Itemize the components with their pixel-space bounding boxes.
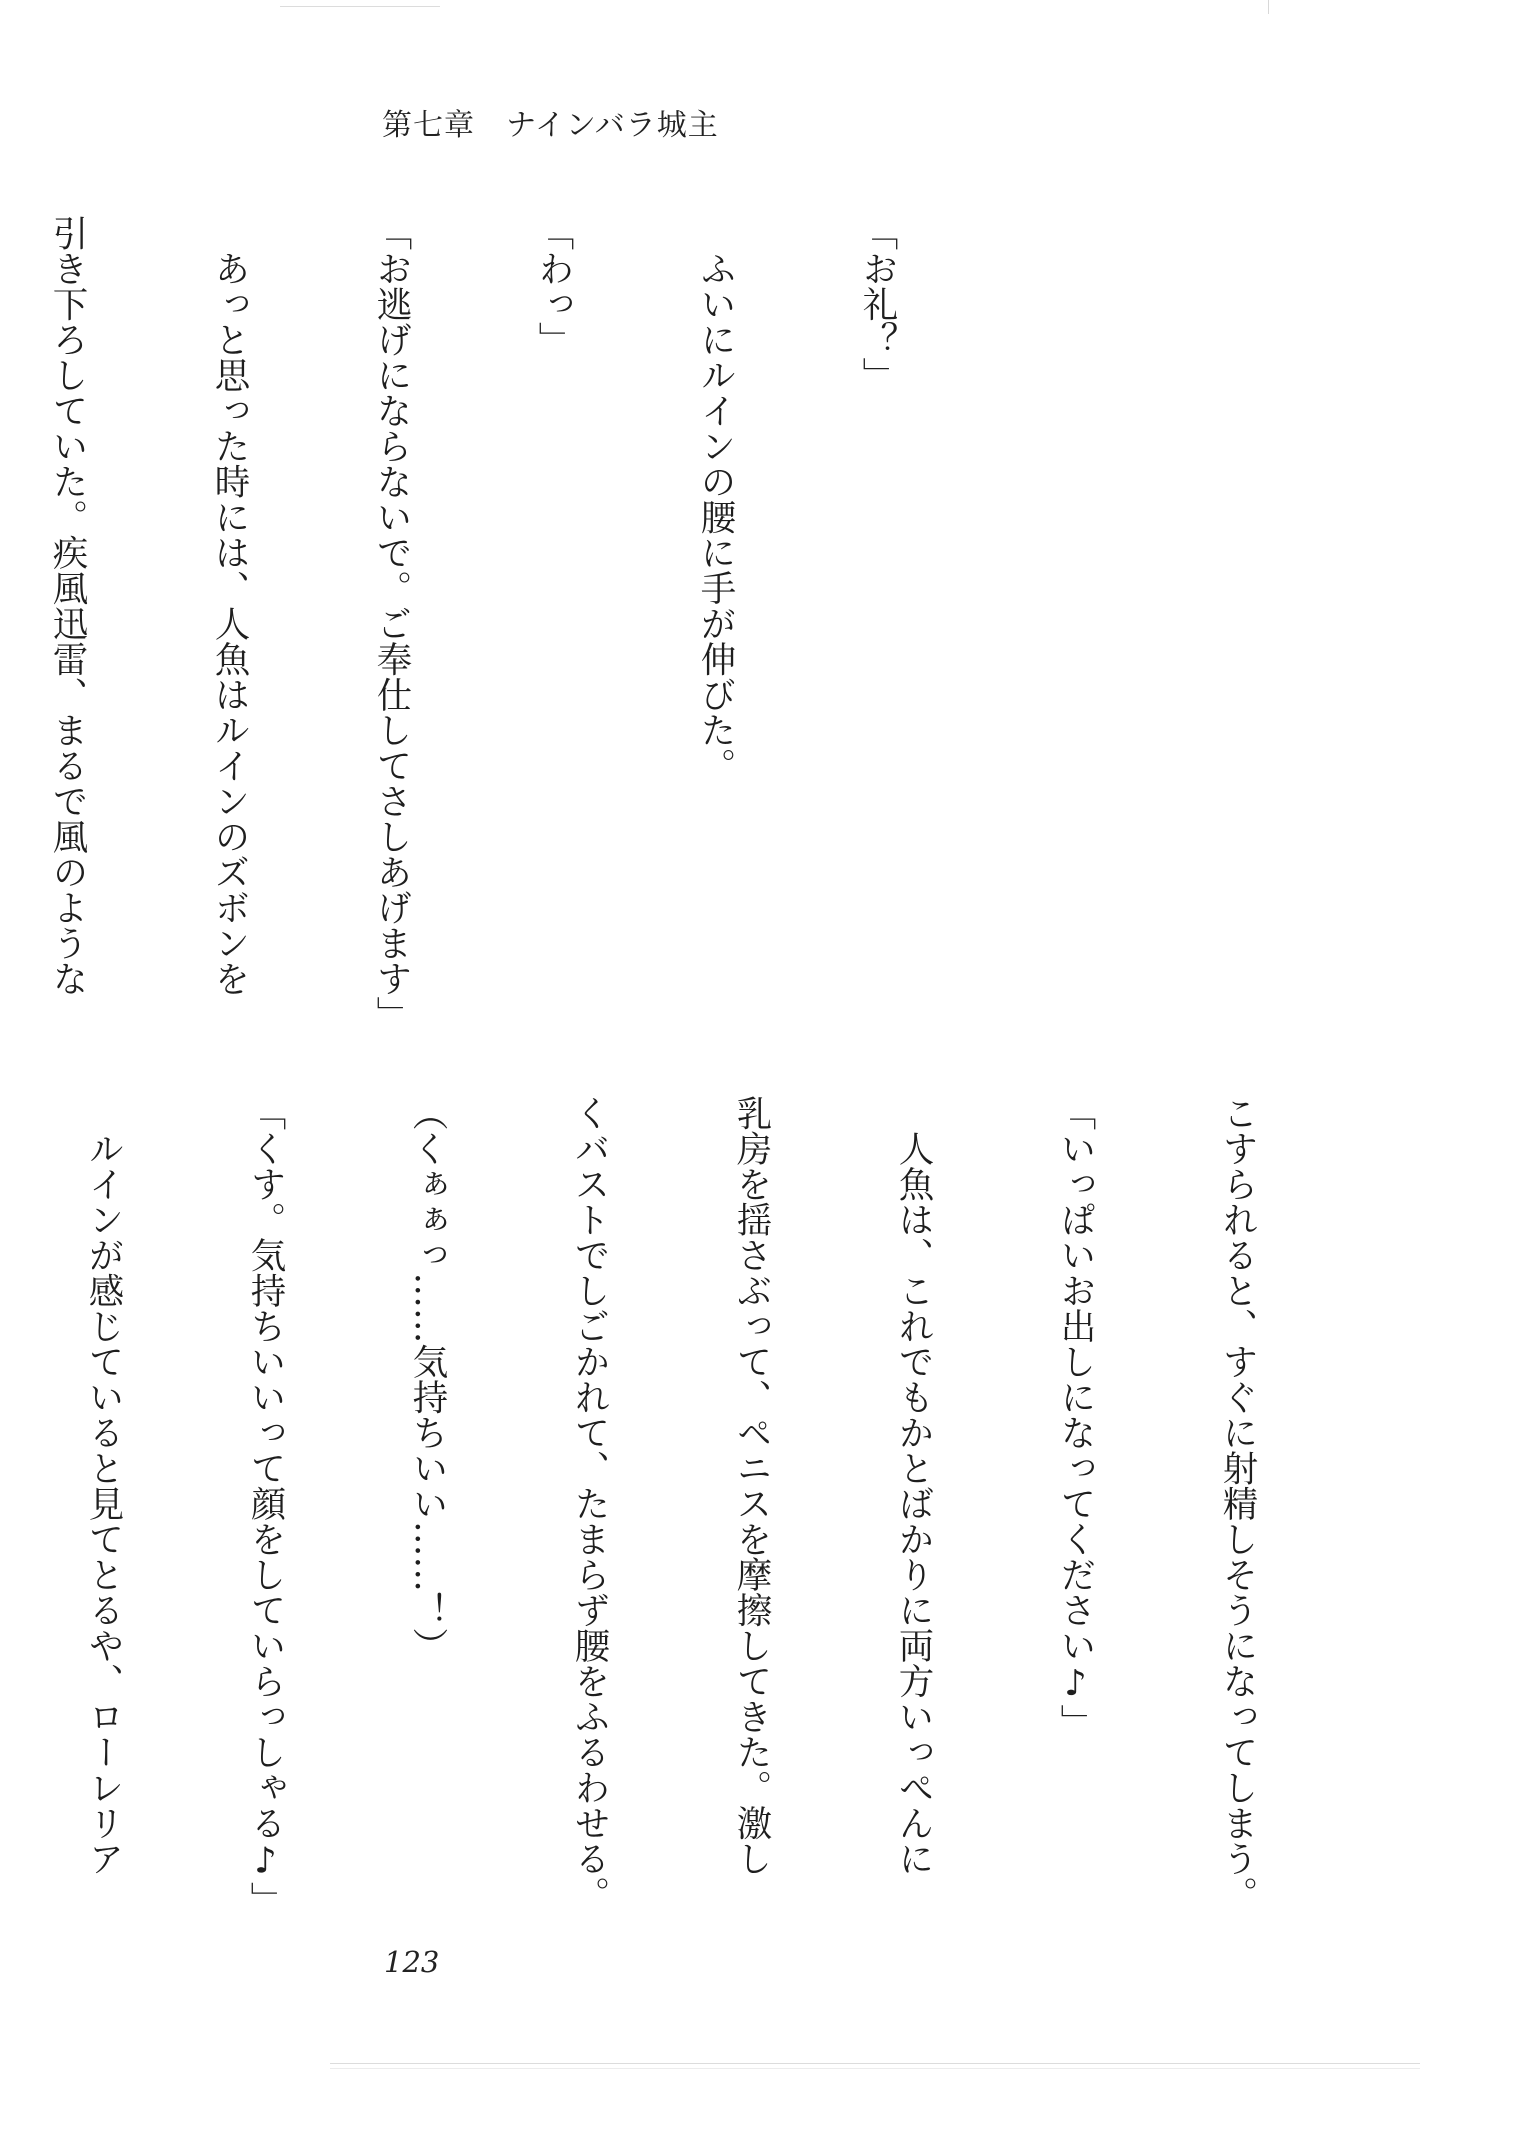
text-line: 「お礼？」	[857, 215, 898, 393]
page-number: 123	[384, 1945, 440, 1979]
scan-edge-tick-top-right	[1268, 0, 1269, 14]
scan-edge-line-bottom	[330, 2063, 1420, 2064]
text-line: ルインが感じていると見てとるや、ローレリア	[83, 1095, 124, 1876]
text-line: 「お逃げにならないで。ご奉仕してさしあげます」	[371, 215, 412, 1032]
text-line: くバストでしごかれて、たまらず腰をふるわせる。	[569, 1095, 610, 1912]
text-line: ふいにルインの腰に手が伸びた。	[695, 215, 736, 783]
scan-edge-line-top	[280, 6, 440, 7]
text-line: 乳房を揺さぶって、ペニスを摩擦してきた。激し	[731, 1095, 772, 1876]
text-line: 「わっ」	[533, 215, 574, 357]
running-head: 第七章 ナインバラ城主	[382, 108, 719, 143]
scan-edge-line-bottom-2	[330, 2068, 1420, 2069]
text-line: 引き下ろしていた。疾風迅雷、まるで風のような	[47, 215, 88, 996]
text-line: 人魚は、これでもかとばかりに両方いっぺんに	[893, 1095, 934, 1876]
text-line: 「くす。気持ちいいって顔をしていらっしゃる♪」	[245, 1095, 286, 1917]
text-block-upper	[47, 215, 1012, 1035]
text-line: あっと思った時には、人魚はルインのズボンを	[209, 215, 250, 996]
text-line: 「いっぱいお出しになってください♪」	[1055, 1095, 1096, 1740]
text-block-lower	[83, 1095, 1372, 1935]
text-line: （くぁぁっ……気持ちいい……！）	[407, 1095, 448, 1663]
text-line: こすられると、すぐに射精しそうになってしまう。	[1217, 1095, 1258, 1912]
